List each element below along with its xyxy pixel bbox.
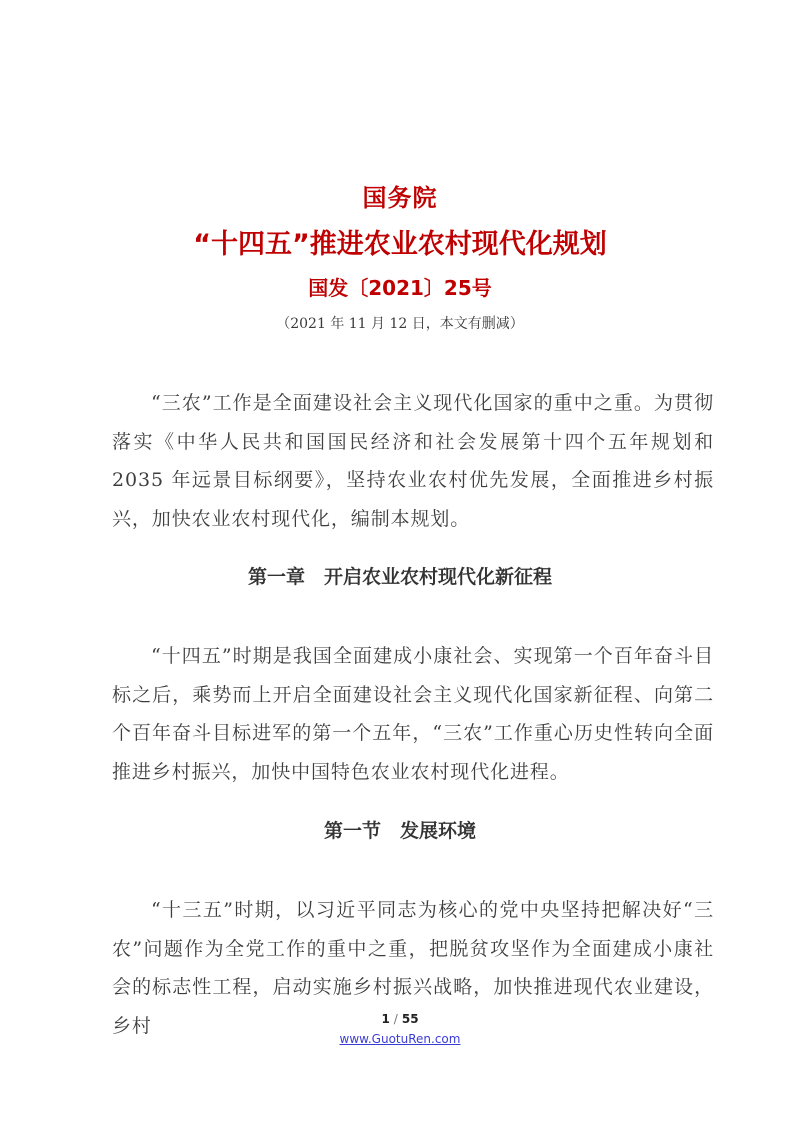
footer-link-container xyxy=(0,1030,800,1048)
paragraph-chapter-intro: “十四五”时期是我国全面建成小康社会、实现第一个百年奋斗目标之后，乘势而上开启全面建设社会主义现代化国家新征程、向第二个百年奋斗目标进军的第一个五年，“三农”工作重心历史性转向全面推进乡村振兴，加快中国特色农业农村现代化进程。 xyxy=(112,645,714,783)
website-link[interactable]: www.GuotuRen.com xyxy=(339,1032,461,1046)
total-pages: 55 xyxy=(401,1012,419,1026)
current-page: 1 xyxy=(381,1012,390,1026)
chapter-heading: 第一章 开启农业农村现代化新征程 xyxy=(247,566,552,588)
paragraph-section-body: “十三五”时期，以习近平同志为核心的党中央坚持把解决好“三农”问题作为全党工作的重中之重，把脱贫攻坚作为全面建成小康社会的标志性工程，启动实施乡村振兴战略，加快推进现代农业建设，乡村 xyxy=(112,899,714,1037)
issuer-title: 国务院 xyxy=(362,184,438,212)
section-heading: 第一节 发展环境 xyxy=(323,820,476,842)
page-number xyxy=(0,1010,800,1028)
page-separator: / xyxy=(393,1012,398,1026)
document-number: 国发〔2021〕25号 xyxy=(308,276,492,300)
paragraph-intro: “三农”工作是全面建设社会主义现代化国家的重中之重。为贯彻落实《中华人民共和国国民经济和社会发展第十四个五年规划和 2035 年远景目标纲要》，坚持农业农村优先发展，全面推进乡村振兴，加快农业农村现代化，编制本规划。 xyxy=(112,392,714,530)
date-note: （2021 年 11 月 12 日，本文有删减） xyxy=(276,316,524,332)
document-title: “十四五”推进农业农村现代化规划 xyxy=(193,229,607,260)
